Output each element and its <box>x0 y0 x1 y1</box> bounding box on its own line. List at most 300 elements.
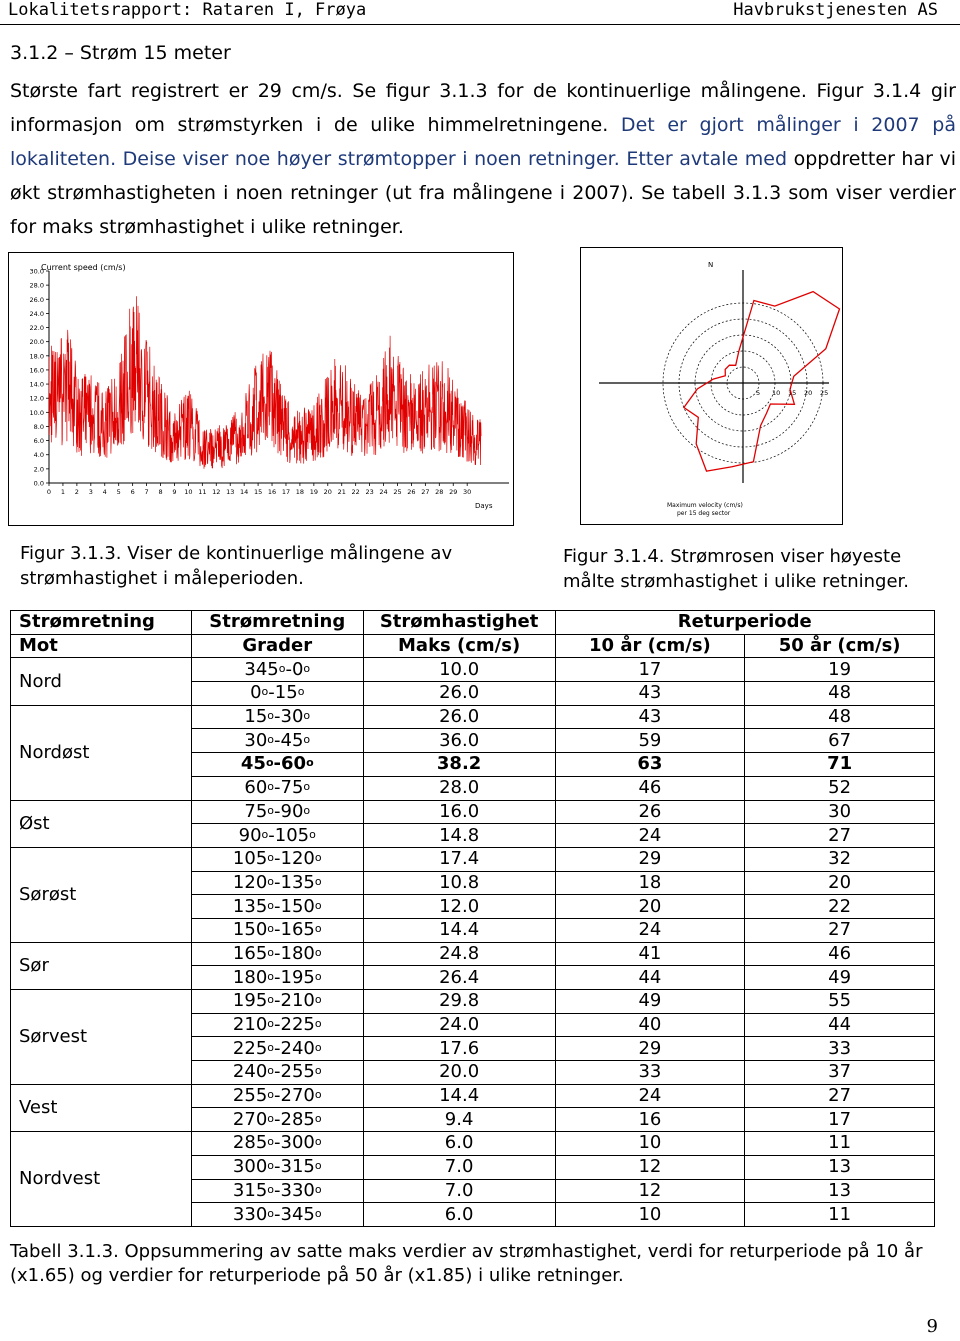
degree-symbol: o <box>265 756 274 770</box>
direction-group-cell: Sørøst <box>11 847 192 942</box>
x-tick-label: 23 <box>365 488 374 496</box>
return-50y-cell: 37 <box>745 1061 935 1085</box>
degree-range-cell <box>191 1132 363 1156</box>
degree-symbol: o <box>309 827 316 841</box>
degree-dash: - <box>274 1132 281 1154</box>
degree-from: 345 <box>244 658 279 680</box>
degree-to: 0 <box>291 658 304 680</box>
y-tick-label: 22.0 <box>29 324 44 333</box>
degree-from: 285 <box>232 1132 268 1154</box>
degree-from: 195 <box>232 990 268 1012</box>
degree-from: 105 <box>232 848 268 870</box>
degree-symbol: o <box>267 1206 275 1220</box>
x-tick-label: 19 <box>309 488 318 496</box>
return-50y-cell: 13 <box>745 1179 935 1203</box>
degree-from: 255 <box>232 1085 268 1107</box>
degree-range-cell <box>191 1013 363 1037</box>
degree-symbol: o <box>314 1206 322 1220</box>
return-50y-cell: 13 <box>745 1155 935 1179</box>
y-tick-label: 30.0 <box>29 267 44 276</box>
degree-range-cell <box>191 1108 363 1132</box>
degree-symbol: o <box>267 1159 275 1173</box>
intro-text-1: Største fart registrert er 29 cm/s. Se figur 3.1.3 for de kontinuerlige målingene. Figur 3.1.4 gir informasjon om strømstyrken i de ulike himmelretningene. <box>10 80 956 136</box>
degree-range-cell <box>191 776 363 800</box>
degree-symbol: o <box>267 709 275 723</box>
return-50y-cell: 44 <box>745 1013 935 1037</box>
x-tick-label: 29 <box>449 488 458 496</box>
return-50y-cell: 67 <box>745 729 935 753</box>
degree-to: 135 <box>280 871 315 893</box>
ring-label: 20 <box>804 389 813 397</box>
max-speed-cell: 16.0 <box>363 800 555 824</box>
page-header <box>0 0 960 22</box>
table-caption: Tabell 3.1.3. Oppsummering av satte maks verdier av strømhastighet, verdi for returperiode på 10 år (x1.65) og verdier for returperiode på 50 år (x1.85) i ulike retninger. <box>10 1241 923 1286</box>
intro-text-3: oppdretter har vi økt strømhastigheten i noen retninger (ut fra målingene i 2007). Se tabell 3.1.3 som viser verdier for maks strømhastighet i ulike retninger. <box>10 148 956 238</box>
return-50y-cell: 27 <box>745 824 935 848</box>
degree-symbol: o <box>267 1040 275 1054</box>
return-10y-cell: 10 <box>555 1203 745 1227</box>
table-row <box>11 847 935 871</box>
y-tick-label: 10.0 <box>29 408 44 417</box>
degree-symbol: o <box>314 874 322 888</box>
x-tick-label: 3 <box>88 488 93 496</box>
return-10y-cell: 20 <box>555 895 745 919</box>
degree-symbol: o <box>267 1135 275 1149</box>
y-tick-label: 4.0 <box>33 451 44 460</box>
degree-symbol: o <box>267 922 275 936</box>
header-cell: Mot <box>11 634 192 658</box>
return-10y-cell: 26 <box>555 800 745 824</box>
degree-symbol: o <box>306 756 314 770</box>
degree-to: 165 <box>280 919 315 941</box>
degree-dash: - <box>268 824 275 846</box>
y-tick-label: 2.0 <box>33 465 44 474</box>
table-row <box>11 705 935 729</box>
header-right: Havbrukstjenesten AS <box>733 0 938 20</box>
direction-group-cell: Sør <box>11 942 192 989</box>
degree-from: 135 <box>232 895 268 917</box>
degree-symbol: o <box>314 993 322 1007</box>
x-tick-label: 27 <box>421 488 430 496</box>
direction-group-cell: Nord <box>11 658 192 705</box>
header-cell: Returperiode <box>555 611 934 635</box>
degree-symbol: o <box>267 851 275 865</box>
direction-group-cell: Nordvest <box>11 1132 192 1227</box>
degree-from: 300 <box>232 1156 268 1178</box>
return-10y-cell: 29 <box>555 847 745 871</box>
return-10y-cell: 49 <box>555 990 745 1014</box>
return-10y-cell: 24 <box>555 1084 745 1108</box>
x-tick-label: 5 <box>116 488 121 496</box>
degree-symbol: o <box>314 1111 322 1125</box>
degree-from: 315 <box>232 1179 268 1201</box>
degree-dash: - <box>274 1037 281 1059</box>
degree-symbol: o <box>267 1017 275 1031</box>
return-50y-cell: 17 <box>745 1108 935 1132</box>
return-50y-cell: 27 <box>745 1084 935 1108</box>
max-speed-cell: 26.0 <box>363 705 555 729</box>
table-row <box>11 658 935 682</box>
current-rose-figure <box>580 247 843 525</box>
degree-to: 105 <box>274 824 310 846</box>
degree-dash: - <box>274 706 281 728</box>
degree-from: 330 <box>232 1203 268 1225</box>
return-10y-cell: 43 <box>555 682 745 706</box>
chart-series <box>49 296 481 469</box>
x-tick-label: 24 <box>379 488 388 496</box>
ring-label: 15 <box>788 389 797 397</box>
return-50y-cell: 19 <box>745 658 935 682</box>
degree-range-cell <box>191 942 363 966</box>
max-speed-cell: 7.0 <box>363 1179 555 1203</box>
degree-symbol: o <box>267 945 275 959</box>
x-tick-label: 20 <box>323 488 332 496</box>
degree-range-cell <box>191 1179 363 1203</box>
rose-legend-line2: per 15 deg sector <box>677 510 731 517</box>
degree-range-cell <box>191 658 363 682</box>
degree-dash: - <box>274 1108 281 1130</box>
degree-symbol: o <box>314 945 322 959</box>
return-50y-cell: 27 <box>745 918 935 942</box>
degree-from: 30 <box>244 729 268 751</box>
degree-range-cell <box>191 966 363 990</box>
degree-dash: - <box>274 848 281 870</box>
degree-dash: - <box>274 1156 281 1178</box>
degree-dash: - <box>274 729 281 751</box>
return-10y-cell: 24 <box>555 918 745 942</box>
degree-to: 255 <box>280 1061 315 1083</box>
return-50y-cell: 49 <box>745 966 935 990</box>
section-title: 3.1.2 – Strøm 15 meter <box>10 42 231 64</box>
max-speed-cell: 6.0 <box>363 1132 555 1156</box>
y-tick-label: 6.0 <box>33 437 44 446</box>
return-10y-cell: 24 <box>555 824 745 848</box>
x-tick-label: 7 <box>144 488 149 496</box>
degree-symbol: o <box>267 1088 275 1102</box>
return-50y-cell: 32 <box>745 847 935 871</box>
x-axis-label: Days <box>475 502 493 510</box>
y-tick-label: 28.0 <box>29 281 44 290</box>
figure-caption-1: Figur 3.1.3. Viser de kontinuerlige målingene av strømhastighet i måleperioden. <box>20 543 453 589</box>
degree-dash: - <box>285 658 292 680</box>
degree-from: 120 <box>232 871 268 893</box>
degree-dash: - <box>268 682 275 704</box>
return-50y-cell: 48 <box>745 682 935 706</box>
x-tick-label: 14 <box>240 488 249 496</box>
degree-symbol: o <box>314 898 322 912</box>
max-speed-cell: 17.4 <box>363 847 555 871</box>
degree-range-cell <box>191 682 363 706</box>
degree-range-cell <box>191 918 363 942</box>
degree-symbol: o <box>267 969 275 983</box>
max-speed-cell: 17.6 <box>363 1037 555 1061</box>
degree-symbol: o <box>297 685 305 699</box>
degree-symbol: o <box>314 922 322 936</box>
direction-group-cell: Nordøst <box>11 705 192 800</box>
current-table <box>10 610 935 1227</box>
degree-to: 195 <box>280 966 315 988</box>
degree-range-cell <box>191 729 363 753</box>
header-left: Lokalitetsrapport: Rataren I, Frøya <box>8 0 367 20</box>
ring-label: 25 <box>820 389 829 397</box>
x-tick-label: 25 <box>393 488 402 496</box>
return-10y-cell: 43 <box>555 705 745 729</box>
max-speed-cell: 26.0 <box>363 682 555 706</box>
degree-to: 270 <box>280 1085 315 1107</box>
max-speed-cell: 14.8 <box>363 824 555 848</box>
degree-symbol: o <box>303 709 311 723</box>
x-tick-label: 2 <box>74 488 79 496</box>
header-cell: Maks (cm/s) <box>363 634 555 658</box>
degree-symbol: o <box>261 685 269 699</box>
degree-from: 15 <box>244 706 268 728</box>
degree-from: 0 <box>250 682 262 704</box>
return-10y-cell: 12 <box>555 1179 745 1203</box>
header-cell: 50 år (cm/s) <box>745 634 935 658</box>
degree-to: 210 <box>280 990 315 1012</box>
max-speed-cell: 38.2 <box>363 753 555 777</box>
return-10y-cell: 17 <box>555 658 745 682</box>
degree-to: 45 <box>280 729 304 751</box>
max-speed-cell: 24.0 <box>363 1013 555 1037</box>
degree-from: 150 <box>232 919 268 941</box>
degree-symbol: o <box>267 1182 275 1196</box>
x-tick-label: 26 <box>407 488 416 496</box>
degree-dash: - <box>274 895 281 917</box>
degree-symbol: o <box>314 1159 322 1173</box>
degree-dash: - <box>274 990 281 1012</box>
degree-symbol: o <box>267 993 275 1007</box>
degree-symbol: o <box>267 898 275 912</box>
x-tick-label: 16 <box>267 488 277 496</box>
degree-from: 75 <box>244 800 268 822</box>
return-10y-cell: 44 <box>555 966 745 990</box>
y-tick-label: 0.0 <box>33 479 44 488</box>
degree-to: 150 <box>280 895 315 917</box>
ring-label: 5 <box>756 389 761 397</box>
return-50y-cell: 33 <box>745 1037 935 1061</box>
return-50y-cell: 46 <box>745 942 935 966</box>
direction-group-cell: Vest <box>11 1084 192 1131</box>
header-cell: 10 år (cm/s) <box>555 634 745 658</box>
degree-from: 165 <box>232 942 268 964</box>
degree-symbol: o <box>267 874 275 888</box>
direction-group-cell: Sørvest <box>11 990 192 1085</box>
return-10y-cell: 12 <box>555 1155 745 1179</box>
degree-dash: - <box>273 753 281 775</box>
current-speed-chart <box>9 253 513 525</box>
degree-symbol: o <box>314 1040 322 1054</box>
degree-range-cell <box>191 705 363 729</box>
max-speed-cell: 14.4 <box>363 1084 555 1108</box>
degree-dash: - <box>274 1203 281 1225</box>
max-speed-cell: 9.4 <box>363 1108 555 1132</box>
x-tick-label: 6 <box>130 488 135 496</box>
degree-symbol: o <box>261 827 269 841</box>
degree-range-cell <box>191 1155 363 1179</box>
return-10y-cell: 33 <box>555 1061 745 1085</box>
intro-text-2: Det er gjort målinger i 2007 på lokaliteten. Deise viser noe høyer strømtopper i noen retninger. Etter avtale med <box>10 114 956 170</box>
degree-to: 285 <box>280 1108 315 1130</box>
degree-dash: - <box>274 919 281 941</box>
return-50y-cell: 11 <box>745 1203 935 1227</box>
degree-symbol: o <box>267 1111 275 1125</box>
direction-group-cell: Øst <box>11 800 192 847</box>
x-tick-label: 9 <box>172 488 177 496</box>
degree-from: 60 <box>244 777 268 799</box>
degree-range-cell <box>191 895 363 919</box>
degree-symbol: o <box>314 1135 322 1149</box>
degree-to: 225 <box>280 1014 315 1036</box>
table-row <box>11 942 935 966</box>
figure-caption-2: Figur 3.1.4. Strømrosen viser høyeste målte strømhastighet i ulike retninger. <box>563 546 909 592</box>
degree-dash: - <box>274 1179 281 1201</box>
x-tick-label: 15 <box>253 488 263 496</box>
x-tick-label: 28 <box>435 488 444 496</box>
degree-symbol: o <box>303 780 311 794</box>
degree-dash: - <box>274 1061 281 1083</box>
degree-range-cell <box>191 824 363 848</box>
return-10y-cell: 40 <box>555 1013 745 1037</box>
degree-range-cell <box>191 800 363 824</box>
degree-dash: - <box>274 966 281 988</box>
max-speed-cell: 29.8 <box>363 990 555 1014</box>
degree-from: 45 <box>240 753 266 775</box>
current-rose-chart <box>581 248 842 524</box>
current-speed-figure <box>8 252 514 526</box>
x-tick-label: 21 <box>337 488 346 496</box>
degree-to: 60 <box>281 753 307 775</box>
return-50y-cell: 55 <box>745 990 935 1014</box>
x-tick-label: 8 <box>158 488 163 496</box>
max-speed-cell: 7.0 <box>363 1155 555 1179</box>
degree-range-cell <box>191 1084 363 1108</box>
degree-symbol: o <box>303 661 311 675</box>
return-10y-cell: 46 <box>555 776 745 800</box>
return-10y-cell: 18 <box>555 871 745 895</box>
degree-from: 225 <box>232 1037 268 1059</box>
return-50y-cell: 30 <box>745 800 935 824</box>
max-speed-cell: 28.0 <box>363 776 555 800</box>
degree-from: 180 <box>232 966 268 988</box>
degree-symbol: o <box>267 1064 275 1078</box>
header-cell: Strømhastighet <box>363 611 555 635</box>
page-number: 9 <box>926 1316 938 1337</box>
degree-from: 90 <box>238 824 262 846</box>
y-tick-label: 18.0 <box>29 352 44 361</box>
max-speed-cell: 10.0 <box>363 658 555 682</box>
degree-to: 315 <box>280 1156 315 1178</box>
ring-label: 10 <box>772 389 781 397</box>
degree-to: 180 <box>280 942 315 964</box>
return-10y-cell: 59 <box>555 729 745 753</box>
degree-to: 75 <box>280 777 304 799</box>
intro-paragraph <box>10 74 956 244</box>
x-tick-label: 0 <box>46 488 52 496</box>
x-tick-label: 18 <box>295 488 305 496</box>
degree-dash: - <box>274 871 281 893</box>
table-header-row-1 <box>11 611 935 635</box>
degree-symbol: o <box>314 969 322 983</box>
degree-to: 240 <box>280 1037 315 1059</box>
header-cell: Grader <box>191 634 363 658</box>
x-tick-label: 10 <box>184 488 193 496</box>
degree-to: 120 <box>280 848 315 870</box>
header-rule <box>0 24 960 25</box>
return-50y-cell: 22 <box>745 895 935 919</box>
return-50y-cell: 71 <box>745 753 935 777</box>
degree-range-cell <box>191 1203 363 1227</box>
degree-dash: - <box>274 777 281 799</box>
return-10y-cell: 41 <box>555 942 745 966</box>
table-row <box>11 990 935 1014</box>
x-tick-label: 12 <box>212 488 221 496</box>
degree-symbol: o <box>267 803 275 817</box>
max-speed-cell: 24.8 <box>363 942 555 966</box>
degree-to: 330 <box>280 1179 315 1201</box>
table-row <box>11 1084 935 1108</box>
x-tick-label: 4 <box>102 488 107 496</box>
max-speed-cell: 20.0 <box>363 1061 555 1085</box>
return-50y-cell: 48 <box>745 705 935 729</box>
y-tick-label: 14.0 <box>29 380 44 389</box>
degree-to: 15 <box>274 682 298 704</box>
degree-dash: - <box>274 800 281 822</box>
y-tick-label: 12.0 <box>29 394 44 403</box>
degree-symbol: o <box>303 732 311 746</box>
chart-title: Current speed (cm/s) <box>41 263 126 272</box>
degree-symbol: o <box>278 661 286 675</box>
current-speed-line <box>49 296 481 469</box>
degree-range-cell <box>191 871 363 895</box>
x-tick-label: 30 <box>463 488 472 496</box>
rose-legend-line1: Maximum velocity (cm/s) <box>667 502 743 509</box>
header-cell: Strømretning <box>191 611 363 635</box>
y-tick-label: 8.0 <box>33 422 44 431</box>
degree-to: 90 <box>280 800 304 822</box>
degree-symbol: o <box>314 1064 322 1078</box>
degree-symbol: o <box>314 1088 322 1102</box>
x-tick-label: 13 <box>226 488 235 496</box>
x-tick-label: 1 <box>60 488 66 496</box>
max-speed-cell: 6.0 <box>363 1203 555 1227</box>
degree-range-cell <box>191 847 363 871</box>
degree-range-cell <box>191 1037 363 1061</box>
return-10y-cell: 29 <box>555 1037 745 1061</box>
return-50y-cell: 11 <box>745 1132 935 1156</box>
degree-symbol: o <box>267 780 275 794</box>
y-tick-label: 20.0 <box>29 338 44 347</box>
degree-to: 30 <box>280 706 304 728</box>
return-10y-cell: 16 <box>555 1108 745 1132</box>
x-tick-label: 22 <box>351 488 360 496</box>
max-speed-cell: 36.0 <box>363 729 555 753</box>
return-10y-cell: 10 <box>555 1132 745 1156</box>
y-tick-label: 24.0 <box>29 309 44 318</box>
y-tick-label: 16.0 <box>29 366 44 375</box>
table-header-row-2 <box>11 634 935 658</box>
degree-symbol: o <box>303 803 311 817</box>
degree-symbol: o <box>267 732 275 746</box>
x-tick-label: 17 <box>281 488 291 496</box>
degree-symbol: o <box>314 1017 322 1031</box>
degree-dash: - <box>274 1014 281 1036</box>
degree-range-cell <box>191 1061 363 1085</box>
table-row <box>11 800 935 824</box>
degree-dash: - <box>274 942 281 964</box>
header-cell: Strømretning <box>11 611 192 635</box>
degree-from: 210 <box>232 1014 268 1036</box>
